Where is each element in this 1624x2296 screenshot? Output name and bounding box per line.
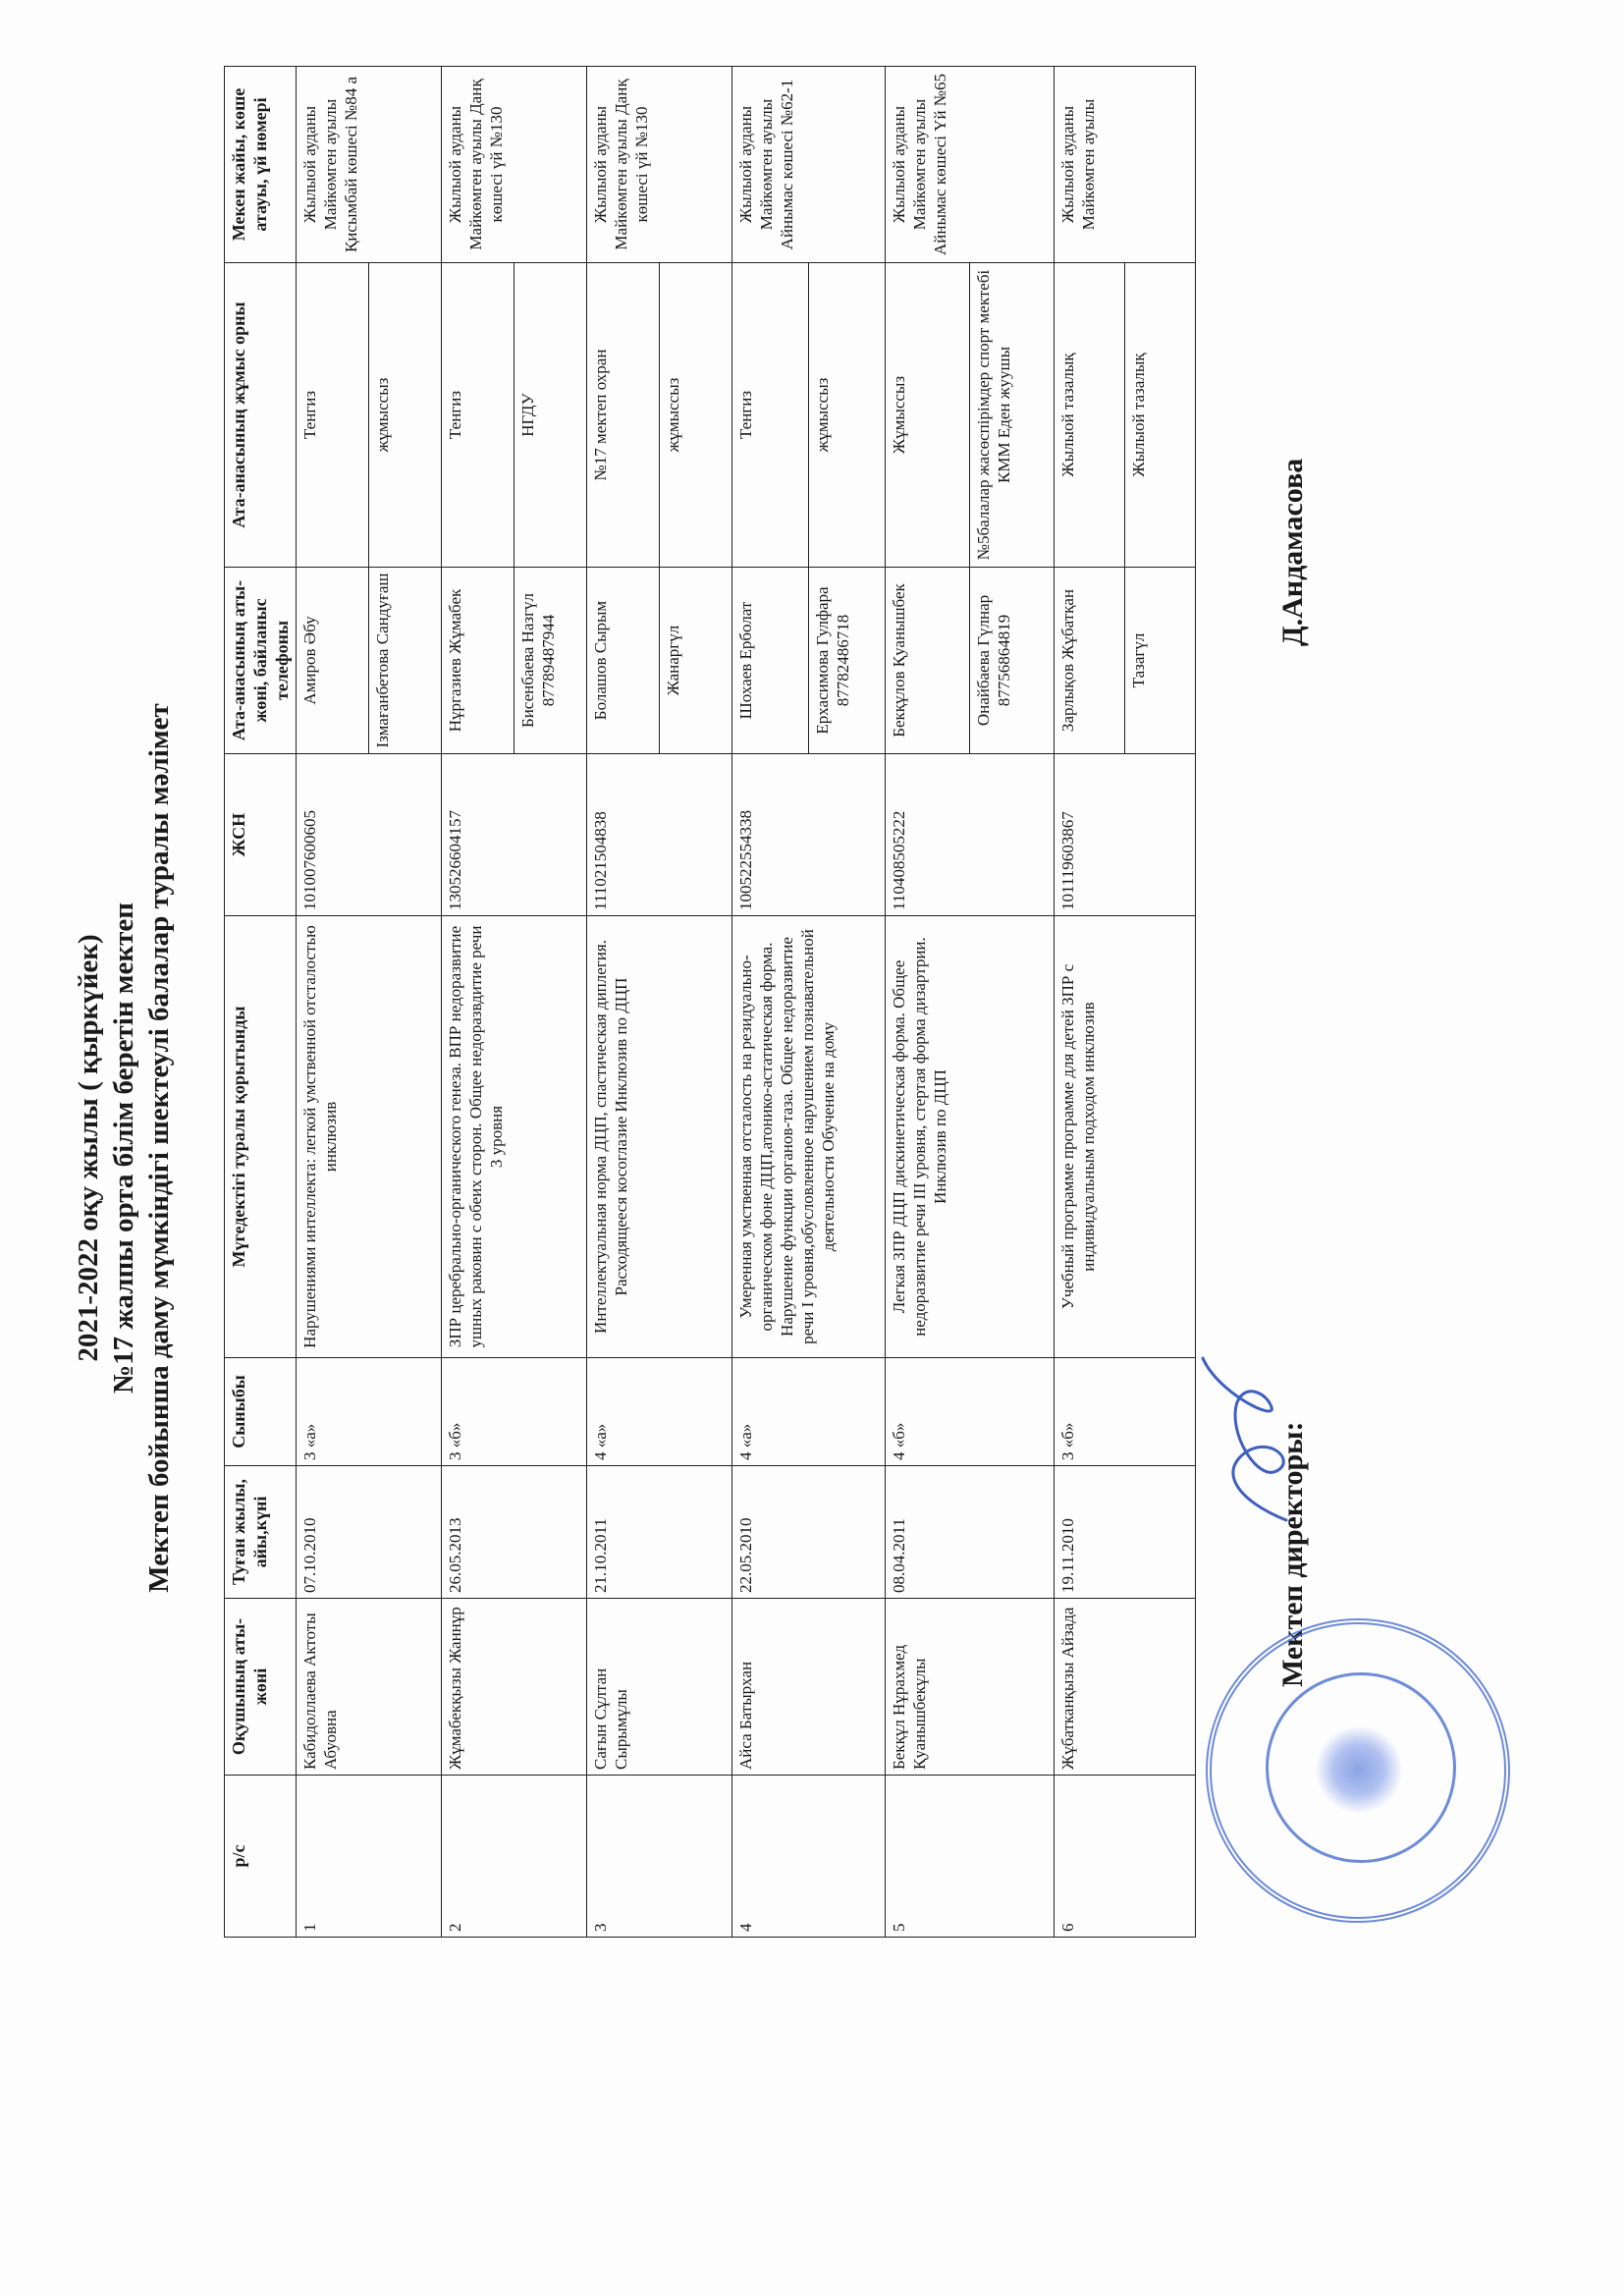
cell-birth: 22.05.2010 (732, 1466, 886, 1599)
title-line-2: №17 жалпы орта білім беретін мектеп (108, 902, 139, 1394)
cell-student: Жұбатканқызы Айзада (1055, 1599, 1196, 1776)
cell-work-1: №17 мектеп охран (587, 263, 660, 568)
cell-work-1: Тенгиз (732, 263, 809, 568)
signature-icon (1178, 1343, 1326, 1540)
title-line-1: 2021-2022 оқу жылы ( қыркүйек) (73, 934, 104, 1362)
title-block (71, 0, 177, 2296)
cell-parent-1: Зарлықов Жұбатқан (1055, 568, 1125, 754)
cell-address: Жылыой ауданы Майкөмген ауылы Айнымас көшесі Үй №65 (886, 67, 1055, 263)
cell-work-1: Жұмыссыз (886, 263, 970, 568)
cell-birth: 19.11.2010 (1055, 1466, 1196, 1599)
cell-iin: 101119603867 (1055, 754, 1196, 916)
header-birth: Туған жылы, айы,күні (225, 1466, 297, 1599)
table-row (297, 67, 369, 1938)
director-label: Мектеп директоры: (1276, 1421, 1309, 1687)
cell-parent-2: Ерхасимова Гулфара 87782486718 (809, 568, 886, 754)
cell-student: Сағын Сұлтан Сырымұлы (587, 1599, 732, 1776)
table-row (442, 67, 514, 1938)
cell-parent-2: Ізмағанбетова Сандуғаш (369, 568, 442, 754)
cell-num: 5 (886, 1776, 1055, 1938)
cell-work-1: Тенгиз (442, 263, 514, 568)
cell-work-2: №5балалар жасөспірімдер спорт мектебі КММ Еден жуушы (970, 263, 1055, 568)
header-row (225, 67, 297, 1938)
cell-address: Жылыой ауданы Майкөмген ауылы (1055, 67, 1196, 263)
cell-diagnosis: Учебный программе программе для детей ЗПР с индивидуальным подходом инклюзив (1055, 916, 1196, 1358)
header-diagnosis: Мүгедектігі туралы қорытынды (225, 916, 297, 1358)
cell-diagnosis: Умеренная умственная отсталость на резидуально-органическом фоне ДЦП,атонико-астатическая форма. Нарушение функции органов-таза. Общее недоразвитие речи I уровня,обусловленное нарушением познавательной деятельности Обучение на дому (732, 916, 886, 1358)
cell-num: 3 (587, 1776, 732, 1938)
cell-iin: 100522554338 (732, 754, 886, 916)
cell-student: Бекқұл Нұрахмед Қуанышбекұлы (886, 1599, 1055, 1776)
cell-work-2: Жылыой тазалық (1125, 263, 1196, 568)
cell-class: 3 «б» (442, 1358, 587, 1466)
cell-diagnosis: Легкая ЗПР ДЦП дискинетическая форма. Общее недоразвитие речи III уровня, стертая форма дизартрии. Инклюзив по ДЦП (886, 916, 1055, 1358)
cell-num: 2 (442, 1776, 587, 1938)
cell-parent-2: Онайбаева Гүлнар 87756864819 (970, 568, 1055, 754)
table-row (886, 67, 970, 1938)
cell-diagnosis: ЗПР церебрально-органического генеза. ВПР недоразвитие ушных раковин с обеих сторон. Общее недоразвдитие речи 3 уровня (442, 916, 587, 1358)
cell-parent-2: Тазагүл (1125, 568, 1196, 754)
cell-diagnosis: Интеллектуальная норма ДЦП, спастическая диплегия. Расходящееся косоглазие Инклюзив по ДЦП (587, 916, 732, 1358)
cell-work-2: жұмыссыз (660, 263, 732, 568)
cell-iin: 130526604157 (442, 754, 587, 916)
cell-work-2: НГДУ (514, 263, 587, 568)
cell-iin: 101007600605 (297, 754, 442, 916)
cell-birth: 07.10.2010 (297, 1466, 442, 1599)
cell-work-2: жұмыссыз (809, 263, 886, 568)
cell-parent-1: Нұргазиев Жұмабек (442, 568, 514, 754)
cell-class: 4 «б» (886, 1358, 1055, 1466)
cell-address: Жылыой ауданы Майкөмген ауылы Данқ көшесі үй №130 (587, 67, 732, 263)
cell-birth: 21.10.2011 (587, 1466, 732, 1599)
cell-work-1: Жылыой тазалық (1055, 263, 1125, 568)
cell-class: 3 «б» (1055, 1358, 1196, 1466)
table-row (1055, 67, 1125, 1938)
cell-student: Кабидоллаева Актоты Абуовна (297, 1599, 442, 1776)
cell-num: 6 (1055, 1776, 1196, 1938)
cell-parent-2: Бисенбаева Назгүл 87789487944 (514, 568, 587, 754)
cell-diagnosis: Нарушениями интеллекта: легкой умственной отсталостью инклюзив (297, 916, 442, 1358)
cell-iin: 110408505222 (886, 754, 1055, 916)
cell-parent-1: Шохаев Ерболат (732, 568, 809, 754)
seal-emblem-icon (1315, 1725, 1403, 1814)
cell-student: Айса Батырхан (732, 1599, 886, 1776)
cell-parent-1: Болашов Сырым (587, 568, 660, 754)
cell-work-1: Тенгиз (297, 263, 369, 568)
students-table (224, 66, 1196, 1938)
cell-address: Жылыой ауданы Майкөмген ауылы Қисымбай көшесі №84 а (297, 67, 442, 263)
cell-address: Жылыой ауданы Майкөмген ауылы Данқ көшесі үй №130 (442, 67, 587, 263)
header-work: Ата-анасының жұмыс орны (225, 263, 297, 568)
cell-iin: 111021504838 (587, 754, 732, 916)
header-iin: ЖСН (225, 754, 297, 916)
cell-student: Жұмабекқызы Жаннұр (442, 1599, 587, 1776)
cell-parent-1: Бекқұлов Қуанышбек (886, 568, 970, 754)
table-row (732, 67, 809, 1938)
cell-birth: 08.04.2011 (886, 1466, 1055, 1599)
header-class: Сыныбы (225, 1358, 297, 1466)
table-row (587, 67, 660, 1938)
cell-num: 1 (297, 1776, 442, 1938)
cell-birth: 26.05.2013 (442, 1466, 587, 1599)
cell-class: 3 «а» (297, 1358, 442, 1466)
cell-num: 4 (732, 1776, 886, 1938)
cell-class: 4 «а» (732, 1358, 886, 1466)
header-address: Мекен жайы, көше атауы, үй нөмері (225, 67, 297, 263)
director-name: Д.Андамасова (1276, 458, 1309, 646)
title-line-3: Мектеп бойынша даму мүмкіндігі шектеулі балалар туралы мәлімет (143, 703, 175, 1593)
cell-class: 4 «а» (587, 1358, 732, 1466)
header-parents: Ата-анасының аты-жөні, байланыс телефоны (225, 568, 297, 754)
cell-work-2: жұмыссыз (369, 263, 442, 568)
cell-address: Жылыой ауданы Майкөмген ауылы Айнымас көшесі №62-1 (732, 67, 886, 263)
header-num: р/с (225, 1776, 297, 1938)
official-seal (1206, 1618, 1510, 1923)
cell-parent-1: Амиров Әбу (297, 568, 369, 754)
header-student: Оқушының аты-жөні (225, 1599, 297, 1776)
cell-parent-2: Жанаргүл (660, 568, 732, 754)
